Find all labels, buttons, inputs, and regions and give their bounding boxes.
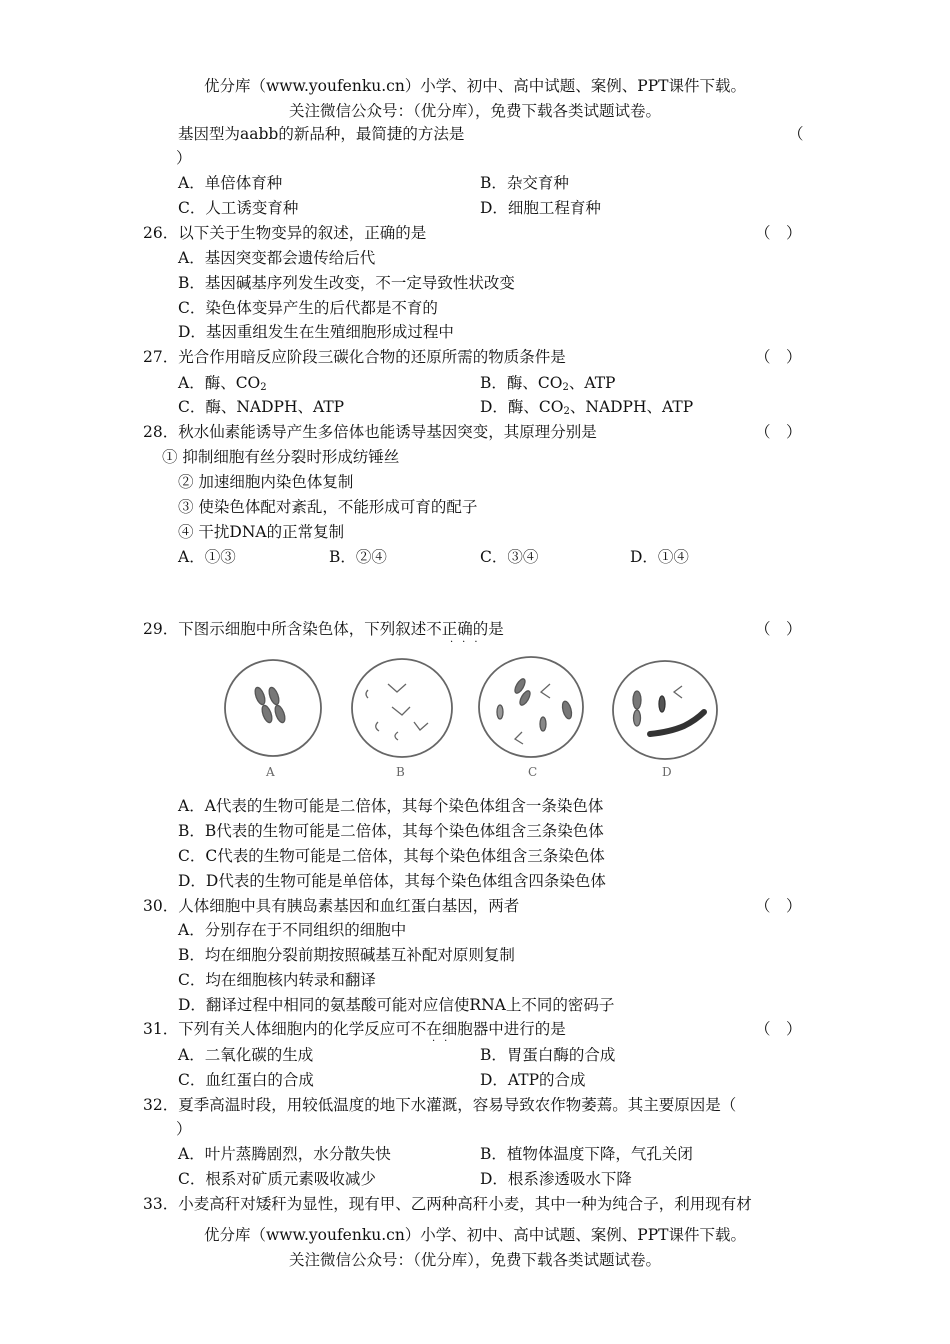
figure-label-c: C (528, 765, 538, 779)
q27-option-b: B．酶、$CO_2$、ATP (480, 374, 616, 393)
q28-option-a: A．①③ (178, 548, 236, 566)
cell-c-diagram (479, 657, 583, 757)
q31-paren: （ ） (755, 1020, 802, 1038)
q26-stem: 26．以下关于生物变异的叙述，正确的是 (143, 224, 427, 242)
q32-option-a: A．叶片蒸腾剧烈，水分散失快 (178, 1145, 391, 1163)
q30-option-d: D．翻译过程中相同的氨基酸可能对应信使RNA上不同的密码子 (178, 996, 615, 1014)
q32-option-c: C．根系对矿质元素吸收减少 (178, 1170, 376, 1188)
q25-stem: 基因型为aabb的新品种，最简捷的方法是 (178, 125, 465, 143)
q27-option-a: A．酶、$CO_2$ (178, 374, 267, 393)
q28-option-c: C．③④ (480, 548, 539, 566)
q28-stem: 28．秋水仙素能诱导产生多倍体也能诱导基因突变，其原理分别是 (143, 423, 597, 441)
q32-option-b: B．植物体温度下降，气孔关闭 (480, 1145, 693, 1163)
q26-option-c: C．染色体变异产生的后代都是不育的 (178, 299, 438, 317)
q29-emphasis-dots: ··· (450, 637, 487, 648)
figure-label-a: A (266, 765, 275, 779)
q27-option-c: C．酶、NADPH、ATP (178, 398, 345, 416)
q31-option-d: D．ATP的合成 (480, 1071, 586, 1089)
q28-item-1: ① 抑制细胞有丝分裂时形成纺锤丝 (162, 448, 400, 466)
q29-paren: （ ） (755, 620, 802, 638)
q29-option-d: D．D代表的生物可能是单倍体，其每个染色体组含四条染色体 (178, 872, 606, 890)
q29-option-b: B．B代表的生物可能是二倍体，其每个染色体组含三条染色体 (178, 822, 604, 840)
q25-option-d: D．细胞工程育种 (480, 199, 601, 217)
q31-emphasis-dots: ·· (432, 1036, 457, 1047)
q31-option-b: B．胃蛋白酶的合成 (480, 1046, 616, 1064)
q31-option-a: A．二氧化碳的生成 (178, 1046, 314, 1064)
q28-option-d: D．①④ (630, 548, 689, 566)
q31-option-c: C．血红蛋白的合成 (178, 1071, 314, 1089)
q32-option-d: D．根系渗透吸水下降 (480, 1170, 632, 1188)
q30-option-b: B．均在细胞分裂前期按照碱基互补配对原则复制 (178, 946, 515, 964)
q31-stem: 31．下列有关人体细胞内的化学反应可不在细胞器中进行的是 (143, 1020, 566, 1038)
q30-paren: （ ） (755, 897, 802, 915)
cell-b-diagram (352, 659, 452, 757)
q28-option-b: B．②④ (329, 548, 387, 566)
q25-option-a: A．单倍体育种 (178, 174, 283, 192)
q29-option-c: C．C代表的生物可能是二倍体，其每个染色体组含三条染色体 (178, 847, 605, 865)
footer-line-1: 优分库（www.youfenku.cn）小学、初中、高中试题、案例、PPT课件下载。 (203, 1226, 747, 1244)
q28-item-2: ② 加速细胞内染色体复制 (178, 473, 354, 491)
q25-option-c: C．人工诱变育种 (178, 199, 299, 217)
q26-option-b: B．基因碱基序列发生改变，不一定导致性状改变 (178, 274, 515, 292)
q28-item-4: ④ 干扰DNA的正常复制 (178, 523, 345, 541)
q29-stem: 29．下图示细胞中所含染色体，下列叙述不正确的是 (143, 620, 504, 638)
figure-label-d: D (662, 765, 672, 779)
q27-paren: （ ） (755, 348, 802, 366)
q27-stem: 27．光合作用暗反应阶段三碳化合物的还原所需的物质条件是 (143, 348, 566, 366)
q30-option-c: C．均在细胞核内转录和翻译 (178, 971, 376, 989)
chromosome-figure (212, 652, 732, 782)
q30-stem: 30．人体细胞中具有胰岛素基因和血红蛋白基因，两者 (143, 897, 520, 915)
q26-paren: （ ） (755, 224, 802, 242)
cell-a-diagram (225, 660, 321, 756)
q25-option-b: B．杂交育种 (480, 174, 569, 192)
q29-option-a: A．A代表的生物可能是二倍体，其每个染色体组含一条染色体 (178, 797, 604, 815)
q25-paren-close: ） (176, 149, 192, 167)
q26-option-d: D．基因重组发生在生殖细胞形成过程中 (178, 323, 454, 341)
q32-paren-close: ） (176, 1120, 192, 1138)
q33-stem: 33．小麦高秆对矮秆为显性，现有甲、乙两种高秆小麦，其中一种为纯合子，利用现有材 (143, 1195, 752, 1213)
q27-option-d: D．酶、$CO_2$、NADPH、ATP (480, 398, 694, 417)
cell-d-diagram (613, 661, 717, 759)
header-line-2: 关注微信公众号：（优分库），免费下载各类试题试卷。 (288, 102, 661, 120)
header-line-1: 优分库（www.youfenku.cn）小学、初中、高中试题、案例、PPT课件下载。 (203, 77, 747, 95)
q32-stem: 32．夏季高温时段，用较低温度的地下水灌溉，容易导致农作物萎蔫。其主要原因是（ (143, 1096, 737, 1114)
q26-option-a: A．基因突变都会遗传给后代 (178, 249, 376, 267)
figure-label-b: B (396, 765, 405, 779)
q28-paren: （ ） (755, 423, 802, 441)
q28-item-3: ③ 使染色体配对紊乱，不能形成可育的配子 (178, 498, 478, 516)
footer-line-2: 关注微信公众号：（优分库），免费下载各类试题试卷。 (288, 1251, 661, 1269)
q30-option-a: A．分别存在于不同组织的细胞中 (178, 921, 407, 939)
q25-paren-open: （ (788, 125, 804, 143)
